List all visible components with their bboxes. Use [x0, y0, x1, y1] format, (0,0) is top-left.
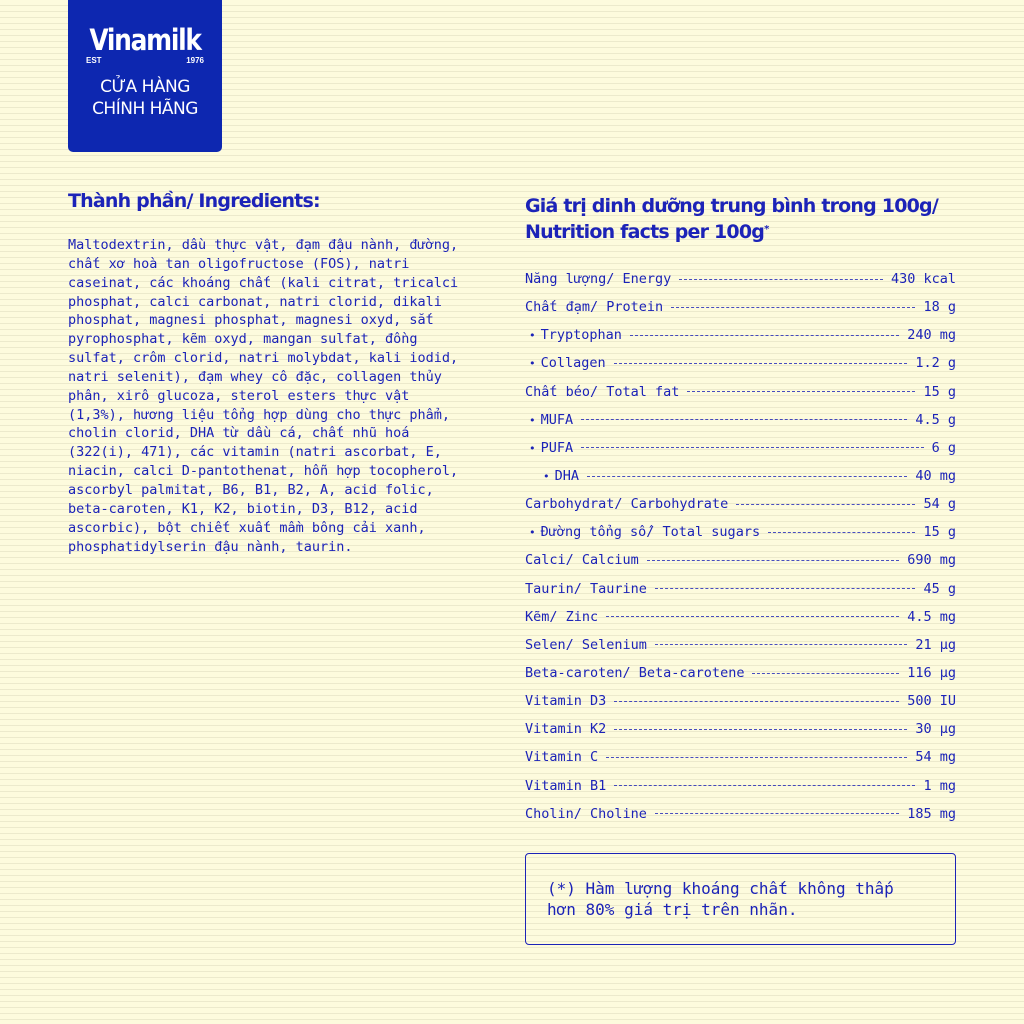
dotted-leader — [614, 701, 899, 702]
brand-logo: Vinamilk — [89, 23, 201, 57]
nutrient-label: Selen/ Selenium — [525, 636, 647, 653]
nutrition-row-beta-carotene — [525, 659, 956, 687]
dotted-leader — [768, 532, 915, 533]
nutrient-value: 240 mg — [907, 327, 956, 344]
bullet-icon: • — [529, 441, 536, 455]
dotted-leader — [752, 673, 899, 674]
nutrient-label: • MUFA — [529, 411, 574, 428]
nutrition-row-dha — [525, 462, 956, 490]
brand-established — [86, 56, 204, 66]
bullet-icon: • — [543, 470, 550, 484]
nutrient-value: 185 mg — [907, 805, 956, 822]
nutrient-value: 15 g — [923, 383, 956, 400]
footnote-box: (*) Hàm lượng khoáng chất không thấp hơn 80% giá trị trên nhãn. — [525, 853, 956, 945]
nutrient-label: • PUFA — [529, 439, 574, 456]
nutrient-value: 54 mg — [915, 749, 956, 766]
nutrient-label: Kẽm/ Zinc — [525, 608, 599, 625]
nutrient-label: Vitamin K2 — [525, 721, 607, 738]
nutrient-label: • Tryptophan — [529, 327, 622, 344]
nutrient-label: Vitamin B1 — [525, 777, 607, 794]
store-line-2: CHÍNH HÃNG — [92, 99, 198, 119]
bullet-icon: • — [529, 357, 536, 371]
brand-est-year: 1976 — [186, 56, 204, 65]
nutrient-value: 21 µg — [915, 636, 956, 653]
nutrition-row-carbohydrate — [525, 490, 956, 518]
official-store-label — [68, 76, 222, 120]
nutrition-row-vitamin-d3 — [525, 687, 956, 715]
ingredients-heading: Thành phần/ Ingredients: — [68, 190, 320, 212]
brand-badge — [68, 0, 222, 152]
dotted-leader — [655, 644, 907, 645]
dotted-leader — [655, 813, 899, 814]
nutrition-row-taurine — [525, 575, 956, 603]
nutrition-row-mufa — [525, 406, 956, 434]
dotted-leader — [581, 419, 907, 420]
nutrient-value: 15 g — [923, 524, 956, 541]
dotted-leader — [630, 335, 899, 336]
nutrient-label: Taurin/ Taurine — [525, 580, 647, 597]
nutrient-label: Carbohydrat/ Carbohydrate — [525, 496, 729, 513]
nutrient-label: Cholin/ Choline — [525, 805, 647, 822]
nutrition-table — [525, 265, 956, 828]
nutrient-value: 116 µg — [907, 665, 956, 682]
bullet-icon: • — [529, 526, 536, 540]
nutrition-row-pufa — [525, 434, 956, 462]
dotted-leader — [647, 560, 899, 561]
nutrition-row-zinc — [525, 603, 956, 631]
nutrient-label: Vitamin D3 — [525, 693, 607, 710]
nutrient-value: 690 mg — [907, 552, 956, 569]
nutrient-label: • Collagen — [529, 355, 606, 372]
nutrition-row-total-fat — [525, 378, 956, 406]
nutrition-heading-line-1: Giá trị dinh dưỡng trung bình trong 100g/ — [525, 195, 938, 217]
nutrition-row-calcium — [525, 546, 956, 574]
footnote-mark: * — [764, 224, 769, 235]
nutrient-label: Beta-caroten/ Beta-carotene — [525, 665, 745, 682]
dotted-leader — [606, 757, 907, 758]
nutrition-heading-line-2: Nutrition facts per 100g — [525, 221, 765, 243]
dotted-leader — [614, 785, 915, 786]
nutrition-row-choline — [525, 800, 956, 828]
nutrient-value: 6 g — [931, 439, 956, 456]
store-line-1: CỬA HÀNG — [100, 77, 190, 97]
dotted-leader — [655, 588, 916, 589]
nutrient-value: 4.5 g — [915, 411, 956, 428]
nutrition-row-vitamin-c — [525, 743, 956, 771]
nutrition-row-collagen — [525, 349, 956, 377]
nutrient-value: 18 g — [923, 299, 956, 316]
dotted-leader — [614, 363, 908, 364]
nutrient-label: Chất đạm/ Protein — [525, 299, 664, 316]
nutrition-row-protein — [525, 293, 956, 321]
nutrient-label: • DHA — [543, 468, 580, 485]
nutrient-label: Calci/ Calcium — [525, 552, 639, 569]
nutrition-row-energy — [525, 265, 956, 293]
nutrient-value: 40 mg — [915, 468, 956, 485]
dotted-leader — [687, 391, 915, 392]
dotted-leader — [679, 279, 883, 280]
nutrition-row-selenium — [525, 631, 956, 659]
nutrient-value: 500 IU — [907, 693, 956, 710]
ingredients-text: Maltodextrin, dầu thực vật, đạm đậu nành, đường, chất xơ hoà tan oligofructose (FOS), natri caseinat, các khoáng chất (kali citrat, tricalci phosphat, calci carbonat, natri clorid, dikali phosphat, magnesi phosphat, magnesi oxyd, sắt pyrophosphat, kẽm oxyd, mangan sulfat, đồng sulfat, crôm clorid, natri molybdat, kali iodid, natri selenit), đạm whey cô đặc, collagen thủy phân, xirô glucoza, sterol esters thực vật (1,3%), hương liệu tổng hợp dùng cho thực phẩm, cholin clorid, DHA từ dầu cá, chất nhũ hoá (322(i), 471), các vitamin (natri ascorbat, E, niacin, calci D-pantothenat, hỗn hợp tocopherol, ascorbyl palmitat, B6, B1, B2, A, acid folic, beta-caroten, K1, K2, biotin, D3, B12, acid ascorbic), bột chiết xuất mầm bông cải xanh, phosphatidylserin đậu nành, taurin. — [68, 237, 459, 555]
dotted-leader — [736, 504, 915, 505]
nutrition-row-tryptophan — [525, 321, 956, 349]
nutrition-heading — [525, 193, 938, 245]
nutrition-row-vitamin-b1 — [525, 772, 956, 800]
nutrient-value: 4.5 mg — [907, 608, 956, 625]
dotted-leader — [671, 307, 915, 308]
bullet-icon: • — [529, 329, 536, 343]
dotted-leader — [606, 616, 899, 617]
dotted-leader — [614, 729, 907, 730]
nutrient-value: 1 mg — [923, 777, 956, 794]
nutrient-label: Năng lượng/ Energy — [525, 271, 672, 288]
nutrient-value: 430 kcal — [890, 271, 956, 288]
nutrient-value: 1.2 g — [915, 355, 956, 372]
nutrient-label: • Đường tổng số/ Total sugars — [529, 524, 761, 541]
nutrient-label: Chất béo/ Total fat — [525, 383, 680, 400]
bullet-icon: • — [529, 413, 536, 427]
nutrition-row-total-sugars — [525, 518, 956, 546]
dotted-leader — [587, 476, 907, 477]
dotted-leader — [581, 447, 923, 448]
nutrient-value: 30 µg — [915, 721, 956, 738]
brand-est-label: EST — [86, 56, 102, 65]
nutrient-value: 45 g — [923, 580, 956, 597]
nutrient-value: 54 g — [923, 496, 956, 513]
nutrition-row-vitamin-k2 — [525, 715, 956, 743]
nutrient-label: Vitamin C — [525, 749, 599, 766]
